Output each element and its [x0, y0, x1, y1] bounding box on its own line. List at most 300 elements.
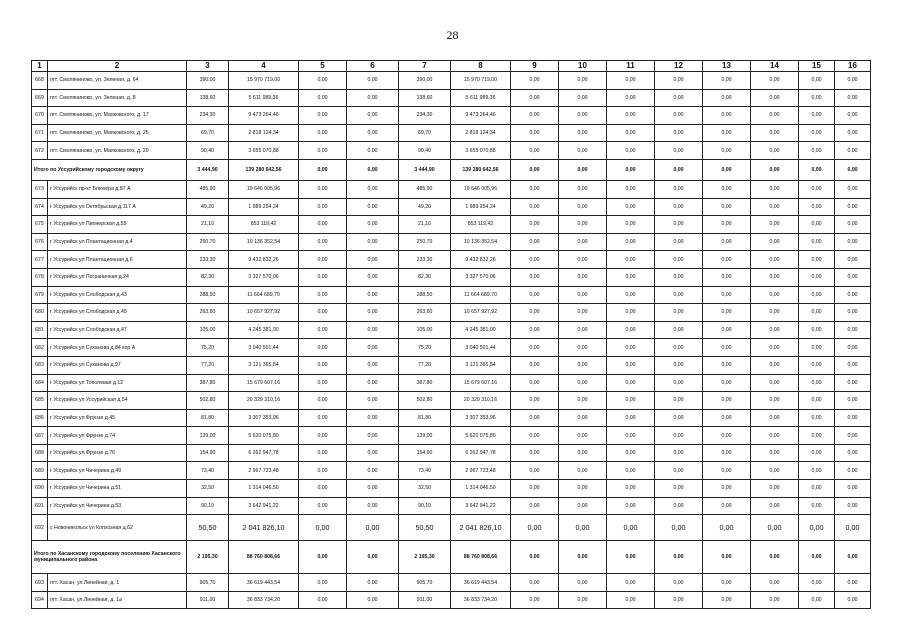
table-cell: г Уссурийск ул Слободская д.43 [48, 286, 187, 304]
table-cell: 687 [32, 427, 48, 445]
table-row [32, 321, 871, 339]
table-cell: 387,80 [399, 374, 451, 392]
table-cell: 81,80 [399, 409, 451, 427]
table-cell: 0,00 [607, 392, 655, 410]
table-cell: 3 642 941,22 [229, 497, 299, 515]
table-row [32, 124, 871, 142]
table-cell: 0,00 [511, 392, 559, 410]
table-cell: пгт. Смоляниново, ул. Маяковского, д. 29 [48, 142, 187, 160]
table-cell: 21,10 [399, 216, 451, 234]
table-cell: 0,00 [835, 159, 871, 180]
table-cell: 0,00 [751, 321, 799, 339]
table-cell: 0,00 [751, 180, 799, 198]
table-cell: 0,00 [835, 497, 871, 515]
table-row [32, 574, 871, 592]
table-cell: 0,00 [799, 462, 835, 480]
table-cell: 0,00 [799, 233, 835, 251]
table-cell: 0,00 [559, 480, 607, 498]
table-cell: 0,00 [835, 89, 871, 107]
table-cell: 69,70 [187, 124, 229, 142]
table-cell: 668 [32, 72, 48, 90]
table-cell: 0,00 [607, 339, 655, 357]
table-cell: 0,00 [511, 462, 559, 480]
table-cell: 0,00 [559, 321, 607, 339]
table-cell: 90,40 [399, 142, 451, 160]
table-cell: г Уссурийск ул Суханова д.84 кор А [48, 339, 187, 357]
table-cell: 0,00 [835, 107, 871, 125]
table-cell: 0,00 [799, 89, 835, 107]
table-cell: 0,00 [751, 233, 799, 251]
table-cell: 3 121 365,84 [451, 356, 511, 374]
table-cell: 0,00 [655, 339, 703, 357]
table-cell: 0,00 [655, 574, 703, 592]
table-row [32, 233, 871, 251]
column-header: 7 [399, 61, 451, 72]
table-cell: 0,00 [299, 107, 347, 125]
table-cell: 263,60 [399, 304, 451, 322]
table-cell: 0,00 [559, 497, 607, 515]
table-cell: 0,00 [607, 444, 655, 462]
column-header: 4 [229, 61, 299, 72]
table-cell: 20 329 310,16 [451, 392, 511, 410]
table-cell: 0,00 [799, 180, 835, 198]
table-cell: 681 [32, 321, 48, 339]
table-cell: 0,00 [299, 268, 347, 286]
table-cell: 0,00 [607, 159, 655, 180]
table-cell: г Уссурийск ул Плантационная д.4 [48, 233, 187, 251]
table-cell: 0,00 [751, 374, 799, 392]
table-cell: 0,00 [347, 321, 399, 339]
table-cell: 0,00 [799, 374, 835, 392]
table-cell: 2 967 723,48 [229, 462, 299, 480]
table-cell: 0,00 [607, 251, 655, 269]
table-cell: 288,50 [187, 286, 229, 304]
column-header: 16 [835, 61, 871, 72]
table-cell: 0,00 [703, 107, 751, 125]
table-cell: 0,00 [703, 409, 751, 427]
table-row [32, 268, 871, 286]
table-cell: 19 646 005,96 [229, 180, 299, 198]
table-cell: 3 121 365,84 [229, 356, 299, 374]
table-cell: г Уссурийск ул Плантационная д.6 [48, 251, 187, 269]
table-cell: 73,40 [399, 462, 451, 480]
table-row [32, 444, 871, 462]
table-cell: 0,00 [799, 107, 835, 125]
table-cell: 3 307 353,96 [229, 409, 299, 427]
table-cell: 683 [32, 356, 48, 374]
table-cell: 2 818 124,34 [451, 124, 511, 142]
table-cell: 50,50 [187, 515, 229, 541]
table-cell: 502,80 [187, 392, 229, 410]
table-cell: 5 620 075,80 [451, 427, 511, 445]
table-cell: 2 041 826,10 [451, 515, 511, 541]
table-cell: 0,00 [703, 268, 751, 286]
table-cell: 684 [32, 374, 48, 392]
column-header: 5 [299, 61, 347, 72]
table-cell: 0,00 [835, 374, 871, 392]
table-cell: 0,00 [751, 480, 799, 498]
table-cell: 0,00 [751, 427, 799, 445]
table-cell: 0,00 [511, 216, 559, 234]
table-cell: 2 967 723,48 [451, 462, 511, 480]
table-cell: 0,00 [799, 251, 835, 269]
table-cell: 0,00 [299, 515, 347, 541]
table-cell: 0,00 [559, 198, 607, 216]
table-cell: 0,00 [607, 321, 655, 339]
table-cell: 0,00 [347, 462, 399, 480]
table-cell: 0,00 [511, 497, 559, 515]
table-cell: 853 119,42 [451, 216, 511, 234]
table-cell: 0,00 [347, 268, 399, 286]
table-cell: пгт. Смоляниново, ул. Маяковского, д. 25 [48, 124, 187, 142]
table-cell: 0,00 [751, 268, 799, 286]
table-cell: 0,00 [655, 286, 703, 304]
table-cell: 0,00 [347, 339, 399, 357]
table-cell: Итого по Уссурийскому городскому округу [32, 159, 187, 180]
table-cell: 0,00 [347, 591, 399, 609]
table-cell: г Уссурийск ул Слободская д.45 [48, 304, 187, 322]
table-cell: 0,00 [607, 72, 655, 90]
table-cell: пгт. Хасан, ул.Линейная, д. 1а [48, 591, 187, 609]
table-cell: 4 245 381,00 [229, 321, 299, 339]
table-cell: 15 679 607,16 [451, 374, 511, 392]
table-cell: 0,00 [607, 515, 655, 541]
table-cell: 3 307 353,96 [451, 409, 511, 427]
table-cell: г Уссурийск ул Фрунзе д.76 [48, 444, 187, 462]
table-cell: 0,00 [751, 107, 799, 125]
table-cell: 0,00 [607, 574, 655, 592]
table-cell: 233,30 [399, 251, 451, 269]
table-cell: 0,00 [703, 427, 751, 445]
table-cell: 49,20 [399, 198, 451, 216]
table-cell: 0,00 [703, 321, 751, 339]
table-cell: 3 655 070,88 [229, 142, 299, 160]
table-cell: г Уссурийск ул Суханова д.97 [48, 356, 187, 374]
table-cell: 0,00 [511, 541, 559, 574]
column-header: 3 [187, 61, 229, 72]
table-cell: 0,00 [835, 321, 871, 339]
table-cell: 905,70 [399, 574, 451, 592]
table-cell: г Уссурийск ул Слободская д.47 [48, 321, 187, 339]
table-cell: 0,00 [655, 198, 703, 216]
table-cell: 0,00 [347, 392, 399, 410]
table-cell: 691 [32, 497, 48, 515]
table-cell: 672 [32, 142, 48, 160]
table-cell: 82,30 [187, 268, 229, 286]
table-cell: 0,00 [751, 541, 799, 574]
table-cell: 0,00 [607, 591, 655, 609]
table-cell: 692 [32, 515, 48, 541]
table-cell: 0,00 [511, 89, 559, 107]
table-cell: г Уссурийск ул Уссурийская д.54 [48, 392, 187, 410]
table-cell: 0,00 [347, 574, 399, 592]
table-cell: 4 245 381,00 [451, 321, 511, 339]
total-row [32, 541, 871, 574]
table-cell: 0,00 [347, 233, 399, 251]
table-cell: 0,00 [751, 304, 799, 322]
table-cell: 88 760 808,66 [451, 541, 511, 574]
table-cell: 0,00 [799, 304, 835, 322]
table-cell: 0,00 [299, 159, 347, 180]
table-cell: 0,00 [347, 304, 399, 322]
table-cell: 0,00 [607, 124, 655, 142]
table-cell: 911,00 [187, 591, 229, 609]
table-cell: 50,50 [399, 515, 451, 541]
table-cell: 0,00 [299, 427, 347, 445]
table-cell: 233,30 [187, 251, 229, 269]
table-cell: пгт. Смоляниново, ул. Маяковского, д. 17 [48, 107, 187, 125]
table-cell: 0,00 [703, 392, 751, 410]
table-cell: 0,00 [703, 159, 751, 180]
table-cell: 911,00 [399, 591, 451, 609]
table-cell: 390,00 [187, 72, 229, 90]
table-cell: 0,00 [511, 427, 559, 445]
table-cell: 0,00 [751, 286, 799, 304]
table-cell: 690 [32, 480, 48, 498]
table-row [32, 142, 871, 160]
table-cell: 0,00 [347, 374, 399, 392]
column-header: 12 [655, 61, 703, 72]
table-cell: 36 619 443,54 [451, 574, 511, 592]
table-cell: 0,00 [835, 251, 871, 269]
column-header: 15 [799, 61, 835, 72]
table-row [32, 497, 871, 515]
table-cell: 0,00 [559, 180, 607, 198]
table-cell: 1 314 046,50 [229, 480, 299, 498]
table-row [32, 304, 871, 322]
table-cell: 0,00 [799, 497, 835, 515]
table-cell: 36 833 734,20 [229, 591, 299, 609]
table-cell: 10 657 927,92 [229, 304, 299, 322]
table-cell: 0,00 [559, 462, 607, 480]
table-cell: 154,90 [187, 444, 229, 462]
table-cell: 0,00 [347, 480, 399, 498]
table-cell: 0,00 [703, 216, 751, 234]
table-cell: 0,00 [703, 480, 751, 498]
table-cell: 0,00 [607, 107, 655, 125]
table-cell: г Уссурийск ул Фрунзе д.74 [48, 427, 187, 445]
table-cell: 0,00 [347, 541, 399, 574]
table-cell: 0,00 [511, 124, 559, 142]
table-cell: 0,00 [299, 574, 347, 592]
table-cell: 0,00 [347, 180, 399, 198]
table-cell: 0,00 [703, 72, 751, 90]
table-cell: 3 444,90 [399, 159, 451, 180]
table-cell: 0,00 [703, 356, 751, 374]
table-cell: 0,00 [347, 142, 399, 160]
table-cell: 0,00 [703, 251, 751, 269]
table-cell: 263,60 [187, 304, 229, 322]
table-cell: 3 040 501,44 [229, 339, 299, 357]
table-cell: 0,00 [347, 72, 399, 90]
table-cell: 0,00 [511, 409, 559, 427]
table-cell: 139 280 642,56 [229, 159, 299, 180]
table-cell: 0,00 [655, 356, 703, 374]
table-cell: 0,00 [751, 124, 799, 142]
table-cell: 0,00 [751, 462, 799, 480]
table-cell: 0,00 [751, 251, 799, 269]
table-cell: 0,00 [751, 497, 799, 515]
table-cell: 32,50 [187, 480, 229, 498]
table-cell: 154,90 [399, 444, 451, 462]
table-row [32, 409, 871, 427]
table-cell: с Новоникольск ул Колхозная д.62 [48, 515, 187, 541]
table-cell: 0,00 [799, 159, 835, 180]
table-cell: 0,00 [799, 286, 835, 304]
table-cell: 11 664 689,70 [451, 286, 511, 304]
table-cell: 0,00 [751, 392, 799, 410]
table-cell: 0,00 [751, 142, 799, 160]
table-cell: 0,00 [299, 233, 347, 251]
table-cell: 0,00 [511, 159, 559, 180]
table-cell: 0,00 [511, 251, 559, 269]
table-cell: 0,00 [655, 462, 703, 480]
column-header: 2 [48, 61, 187, 72]
table-cell: 0,00 [751, 591, 799, 609]
table-cell: 0,00 [559, 304, 607, 322]
table-cell: 0,00 [511, 574, 559, 592]
table-cell: 0,00 [607, 142, 655, 160]
table-cell: 2 195,30 [187, 541, 229, 574]
table-cell: 0,00 [299, 409, 347, 427]
table-cell: 0,00 [559, 216, 607, 234]
table-cell: 139,00 [187, 427, 229, 445]
table-cell: 234,30 [399, 107, 451, 125]
table-cell: 853 119,42 [229, 216, 299, 234]
table-cell: 9 473 264,46 [451, 107, 511, 125]
table-cell: 0,00 [299, 89, 347, 107]
table-cell: 0,00 [799, 142, 835, 160]
table-cell: 0,00 [299, 444, 347, 462]
table-cell: 2 195,30 [399, 541, 451, 574]
table-cell: 0,00 [511, 304, 559, 322]
table-cell: 0,00 [835, 515, 871, 541]
table-cell: пгт. Смоляниново, ул. Зеленая, д. 64 [48, 72, 187, 90]
table-cell: пгт. Хасан, ул.Линейная, д. 1 [48, 574, 187, 592]
table-cell: 15 970 719,00 [229, 72, 299, 90]
table-cell: 0,00 [799, 321, 835, 339]
table-cell: 485,90 [399, 180, 451, 198]
table-cell: 0,00 [607, 374, 655, 392]
table-cell: 0,00 [607, 541, 655, 574]
table-cell: 0,00 [559, 591, 607, 609]
table-cell: 10 136 352,54 [451, 233, 511, 251]
table-cell: Итого по Хасанскому городскому поселению Хасанского муниципального района [32, 541, 187, 574]
table-cell: 0,00 [703, 541, 751, 574]
table-cell: 0,00 [299, 198, 347, 216]
table-cell: 677 [32, 251, 48, 269]
table-cell: 0,00 [751, 89, 799, 107]
table-cell: 0,00 [655, 159, 703, 180]
table-cell: 0,00 [751, 216, 799, 234]
table-cell: 0,00 [655, 233, 703, 251]
table-cell: 0,00 [607, 216, 655, 234]
table-cell: 671 [32, 124, 48, 142]
table-cell: 0,00 [655, 427, 703, 445]
table-cell: 3 327 570,06 [229, 268, 299, 286]
table-cell: 0,00 [607, 409, 655, 427]
table-cell: 0,00 [299, 180, 347, 198]
table-cell: 15 970 719,00 [451, 72, 511, 90]
table-cell: г Уссурийск ул Чичерина д.53 [48, 497, 187, 515]
table-cell: 0,00 [511, 286, 559, 304]
column-header: 13 [703, 61, 751, 72]
table-cell: 10 657 927,92 [451, 304, 511, 322]
table-cell: 0,00 [299, 251, 347, 269]
table-cell: 0,00 [835, 216, 871, 234]
table-cell: 0,00 [559, 356, 607, 374]
table-cell: 0,00 [799, 216, 835, 234]
table-cell: 0,00 [835, 124, 871, 142]
table-cell: 0,00 [799, 409, 835, 427]
table-cell: 0,00 [299, 304, 347, 322]
table-cell: 0,00 [655, 180, 703, 198]
table-cell: 5 620 075,80 [229, 427, 299, 445]
table-cell: 0,00 [559, 339, 607, 357]
table-cell: 0,00 [655, 591, 703, 609]
table-cell: 0,00 [799, 480, 835, 498]
column-header: 9 [511, 61, 559, 72]
table-cell: 3 040 501,44 [451, 339, 511, 357]
table-cell: 0,00 [703, 574, 751, 592]
table-row [32, 251, 871, 269]
table-cell: 673 [32, 180, 48, 198]
table-cell: 36 833 734,20 [451, 591, 511, 609]
table-cell: 0,00 [347, 356, 399, 374]
table-cell: 0,00 [835, 541, 871, 574]
table-cell: 0,00 [607, 286, 655, 304]
table-cell: 250,70 [399, 233, 451, 251]
page-number: 28 [446, 28, 459, 42]
column-header: 8 [451, 61, 511, 72]
table-cell: 0,00 [703, 233, 751, 251]
table-cell: 77,20 [399, 356, 451, 374]
table-cell: 0,00 [751, 339, 799, 357]
table-cell: 9 432 832,26 [229, 251, 299, 269]
table-cell: 485,90 [187, 180, 229, 198]
table-cell: 2 818 124,34 [229, 124, 299, 142]
table-cell: 387,80 [187, 374, 229, 392]
table-cell: 0,00 [347, 159, 399, 180]
table-cell: 689 [32, 462, 48, 480]
table-cell: 0,00 [799, 427, 835, 445]
table-cell: 77,20 [187, 356, 229, 374]
table-cell: 10 136 352,54 [229, 233, 299, 251]
table-cell: 0,00 [607, 180, 655, 198]
table-cell: 36 619 443,54 [229, 574, 299, 592]
table-cell: 49,20 [187, 198, 229, 216]
table-cell: 0,00 [299, 339, 347, 357]
table-cell: 0,00 [511, 198, 559, 216]
table-cell: 0,00 [511, 374, 559, 392]
table-row [32, 180, 871, 198]
table-cell: 0,00 [607, 462, 655, 480]
table-cell: 0,00 [835, 198, 871, 216]
table-cell: 0,00 [347, 198, 399, 216]
table-row [32, 480, 871, 498]
table-cell: 0,00 [299, 392, 347, 410]
table-cell: 0,00 [559, 444, 607, 462]
table-cell: 0,00 [559, 409, 607, 427]
table-cell: 680 [32, 304, 48, 322]
table-cell: г Уссурийск ул Тополевая д.12 [48, 374, 187, 392]
table-cell: г Уссурийск ул Пионерская д.55 [48, 216, 187, 234]
table-cell: г Уссурийск ул Фрунзе д.45 [48, 409, 187, 427]
table-cell: 0,00 [655, 304, 703, 322]
table-cell: 0,00 [559, 268, 607, 286]
table-cell: 105,00 [187, 321, 229, 339]
table-cell: 0,00 [655, 374, 703, 392]
